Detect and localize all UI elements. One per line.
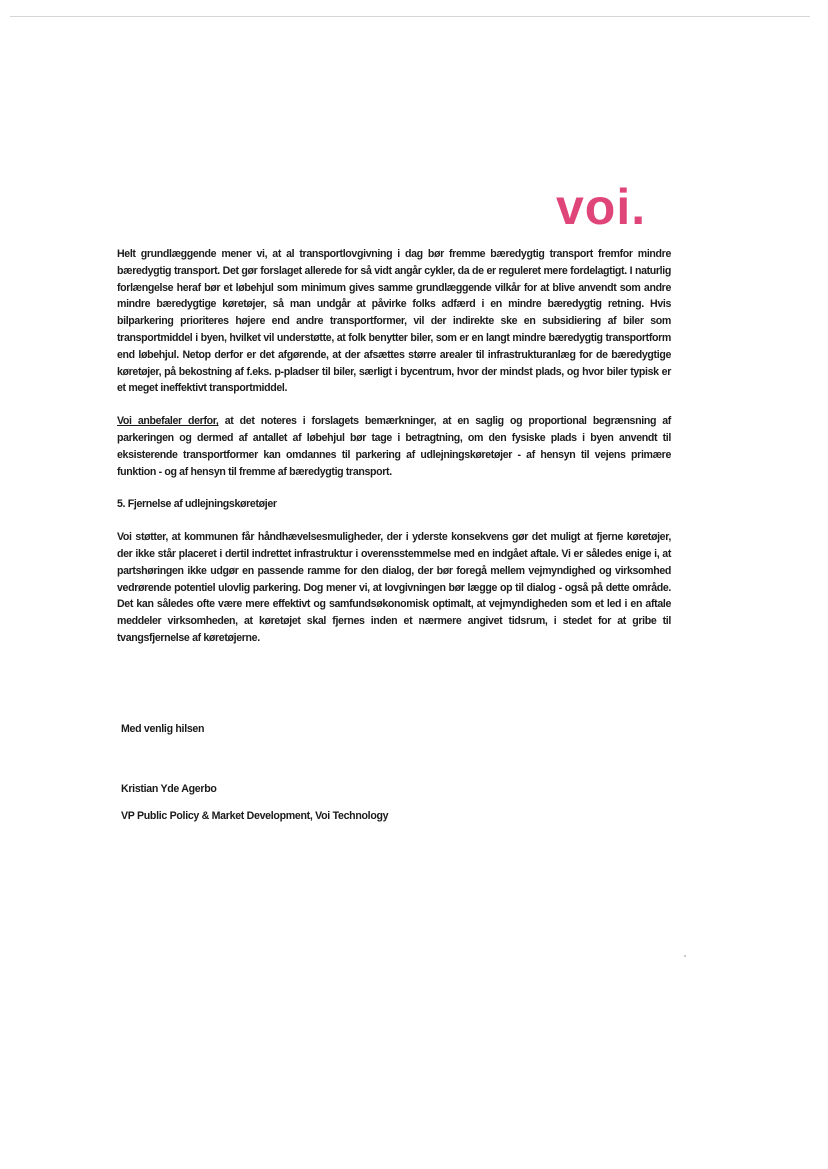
closing-greeting: Med venlig hilsen — [121, 723, 205, 735]
recommendation-lead: Voi anbefaler derfor, — [117, 415, 219, 428]
letter-body — [117, 246, 671, 647]
scan-speck — [684, 955, 686, 957]
voi-logo-text: voi. — [556, 179, 647, 235]
scan-edge-line — [10, 16, 810, 17]
signer-name: Kristian Yde Agerbo — [121, 783, 217, 795]
paragraph-transport-legislation: Helt grundlæggende mener vi, at al transportlovgivning i dag bør fremme bæredygtig transport fremfor mindre bæredygtig transport. Det gør forslaget allerede for så vidt angår cykler, da de er reguleret mere fordelagtigt. I naturlig forlængelse heraf bør et løbehjul som minimum gives samme grundlæggende vilkår for at blive anvendt som andre mindre bæredygtige køretøjer, så man undgår at påvirke folks adfærd i en mindre bæredygtig retning. Hvis bilparkering prioriteres højere end andre transportformer, vil der indirekte ske en subsidiering af biler som transportmiddel i byen, hvilket vil understøtte, at folk benytter biler, som er en langt mindre bæredygtig transportform end løbehjul. Netop derfor er det afgørende, at der afsættes større arealer til infrastrukturanlæg for de bæredygtige køretøjer, på bekostning af f.eks. p-pladser til biler, særligt i bycentrum, hvor der mindst plads, og hvor biler typisk er et meget ineffektivt transportmiddel. — [117, 248, 671, 395]
recommendation-text: at det noteres i forslagets bemærkninger, at en saglig og proportional begrænsning af parkeringen og dermed af antallet af løbehjul bør tage i betragtning, om den fysiske plads i byen anvendt til eksisterende transportformer kan omdannes til parkering af udlejningskøretøjer - af hensyn til vejens primære funktion - og af hensyn til fremme af bæredygtig transport. — [117, 415, 671, 478]
voi-logo — [556, 178, 676, 238]
section-heading-removal: 5. Fjernelse af udlejningskøretøjer — [117, 498, 277, 511]
paragraph-removal: Voi støtter, at kommunen får håndhævelsesmuligheder, der i yderste konsekvens gør det muligt at fjerne køretøjer, der ikke står placeret i dertil indrettet infrastruktur i overensstemmelse med en indgået aftale. Vi er således enige i, at partshøringen ikke udgør en passende ramme for den dialog, der bør foregå mellem vejmyndighed og virksomhed vedrørende potentiel ulovlig parkering. Dog mener vi, at lovgivningen bør lægge op til dialog - også på dette område. Det kan således ofte være mere effektivt og samfundsøkonomisk optimalt, at vejmyndigheden som et led i en aftale meddeler virksomheden, at køretøjet skal fjernes inden et nærmere angivet tidsrum, i stedet for at gribe til tvangsfjernelse af køretøjerne. — [117, 531, 671, 644]
signer-title: VP Public Policy & Market Development, Voi Technology — [121, 810, 389, 822]
paragraph-recommendation — [117, 413, 671, 480]
